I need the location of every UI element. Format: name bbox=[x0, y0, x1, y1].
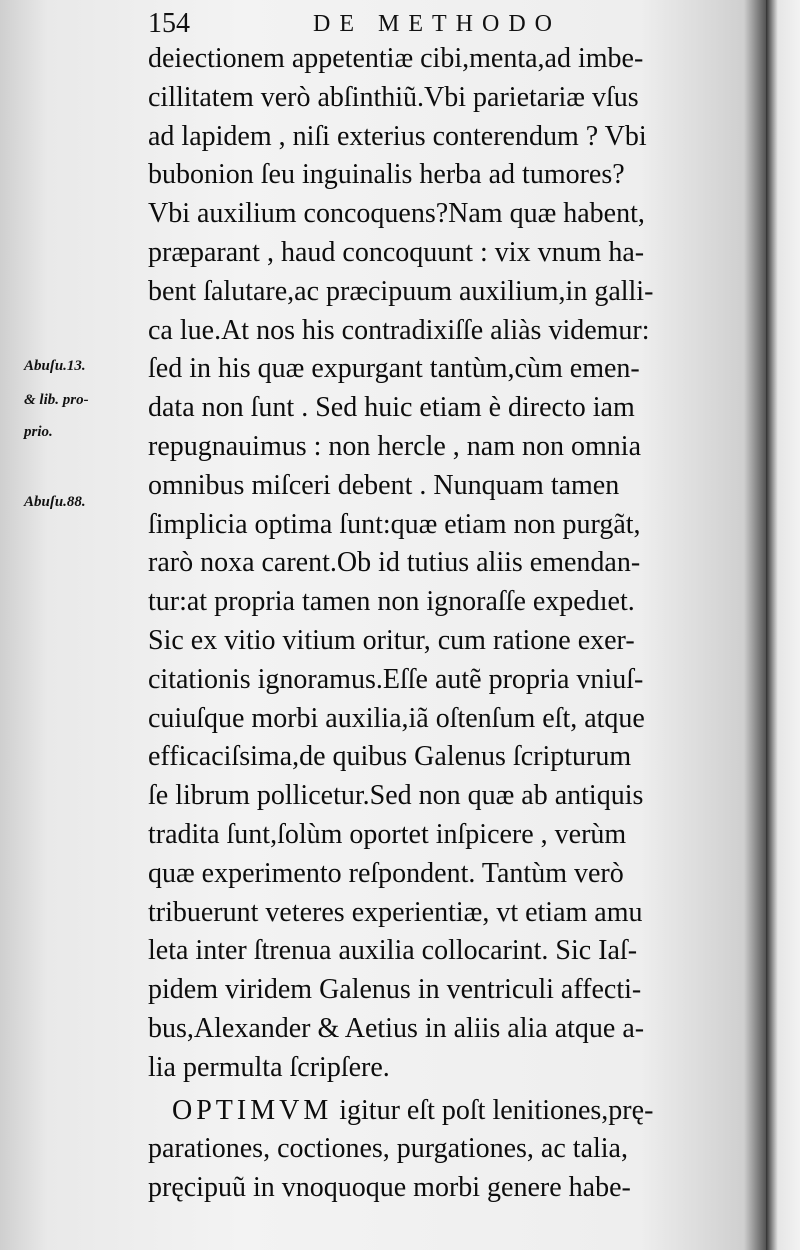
text-line: efficaciſsima,de quibus Galenus ſcripturum bbox=[148, 741, 632, 773]
text-line: ſimplicia optima ſunt:quæ etiam non purgãt, bbox=[148, 508, 641, 540]
text-line: citationis ignoramus.Eſſe autẽ propria vniuſ- bbox=[148, 663, 644, 695]
text-line: data non ſunt . Sed huic etiam è directo iam bbox=[148, 392, 635, 424]
text-line: ſe librum pollicetur.Sed non quæ ab antiquis bbox=[148, 780, 644, 812]
running-title: DE METHODO bbox=[313, 11, 561, 37]
adjacent-page-edge bbox=[766, 0, 800, 1250]
text-line: Vbi auxilium concoquens?Nam quæ habent, bbox=[148, 198, 645, 230]
text-line: bus,Alexander & Aetius in aliis alia atque a- bbox=[148, 1012, 645, 1044]
text-line: ad lapidem , niſi exterius conterendum ? Vbi bbox=[148, 120, 647, 152]
text-line: ca lue.At nos his contradixiſſe aliàs videmur: bbox=[148, 314, 650, 346]
margin-note-lib-proprio: & lib. pro- bbox=[24, 392, 89, 408]
text-line: Sic ex vitio vitium oritur, cum ratione exer- bbox=[148, 624, 635, 656]
text-line: tribuerunt veteres experientiæ, vt etiam amu bbox=[148, 896, 643, 928]
margin-note-abusu-88: Abuſu.88. bbox=[24, 494, 86, 510]
text-line: cuiuſque morbi auxilia,iã oſtenſum eſt, atque bbox=[148, 702, 645, 734]
text-line: pręcipuũ in vnoquoque morbi genere habe- bbox=[148, 1172, 631, 1204]
text-line: ſed in his quæ expurgant tantùm,cùm emen- bbox=[148, 353, 640, 385]
text-line: quæ experimento reſpondent. Tantùm verò bbox=[148, 857, 624, 889]
text-line: parationes, coctiones, purgationes, ac talia, bbox=[148, 1133, 628, 1165]
text-line: tradita ſunt,ſolùm oportet inſpicere , verùm bbox=[148, 818, 627, 850]
text-line-rest: igitur eſt poſt lenitiones,prę- bbox=[332, 1094, 654, 1126]
text-line: omnibus miſceri debent . Nunquam tamen bbox=[148, 469, 620, 501]
paragraph-opening-line bbox=[148, 1092, 732, 1131]
text-line: pidem viridem Galenus in ventriculi affecti- bbox=[148, 974, 642, 1006]
text-line: rarò noxa carent.Ob id tutius aliis emendan- bbox=[148, 547, 641, 579]
margin-note-prio: prio. bbox=[24, 424, 53, 440]
text-line: deiectionem appetentiæ cibi,menta,ad imbe- bbox=[148, 43, 644, 74]
paragraph-lead-smallcaps: OPTIMVM bbox=[172, 1094, 333, 1126]
text-line: leta inter ſtrenua auxilia collocarint. Sic Iaſ- bbox=[148, 935, 638, 967]
text-line: repugnauimus : non hercle , nam non omnia bbox=[148, 430, 641, 462]
page-number: 154 bbox=[148, 8, 190, 39]
text-line: præparant , haud concoquunt : vix vnum ha- bbox=[148, 236, 645, 268]
body-text bbox=[148, 40, 732, 1208]
text-line: cillitatem verò abſinthiũ.Vbi parietariæ vſus bbox=[148, 81, 639, 113]
text-line: tur:at propria tamen non ignoraſſe expedıet. bbox=[148, 586, 635, 618]
text-line: bent ſalutare,ac præcipuum auxilium,in galli- bbox=[148, 275, 654, 307]
text-line: bubonion ſeu inguinalis herba ad tumores? bbox=[148, 159, 625, 191]
running-head bbox=[148, 8, 728, 44]
margin-note-abusu-13: Abuſu.13. bbox=[24, 358, 86, 374]
text-line: lia permulta ſcripſere. bbox=[148, 1051, 390, 1083]
